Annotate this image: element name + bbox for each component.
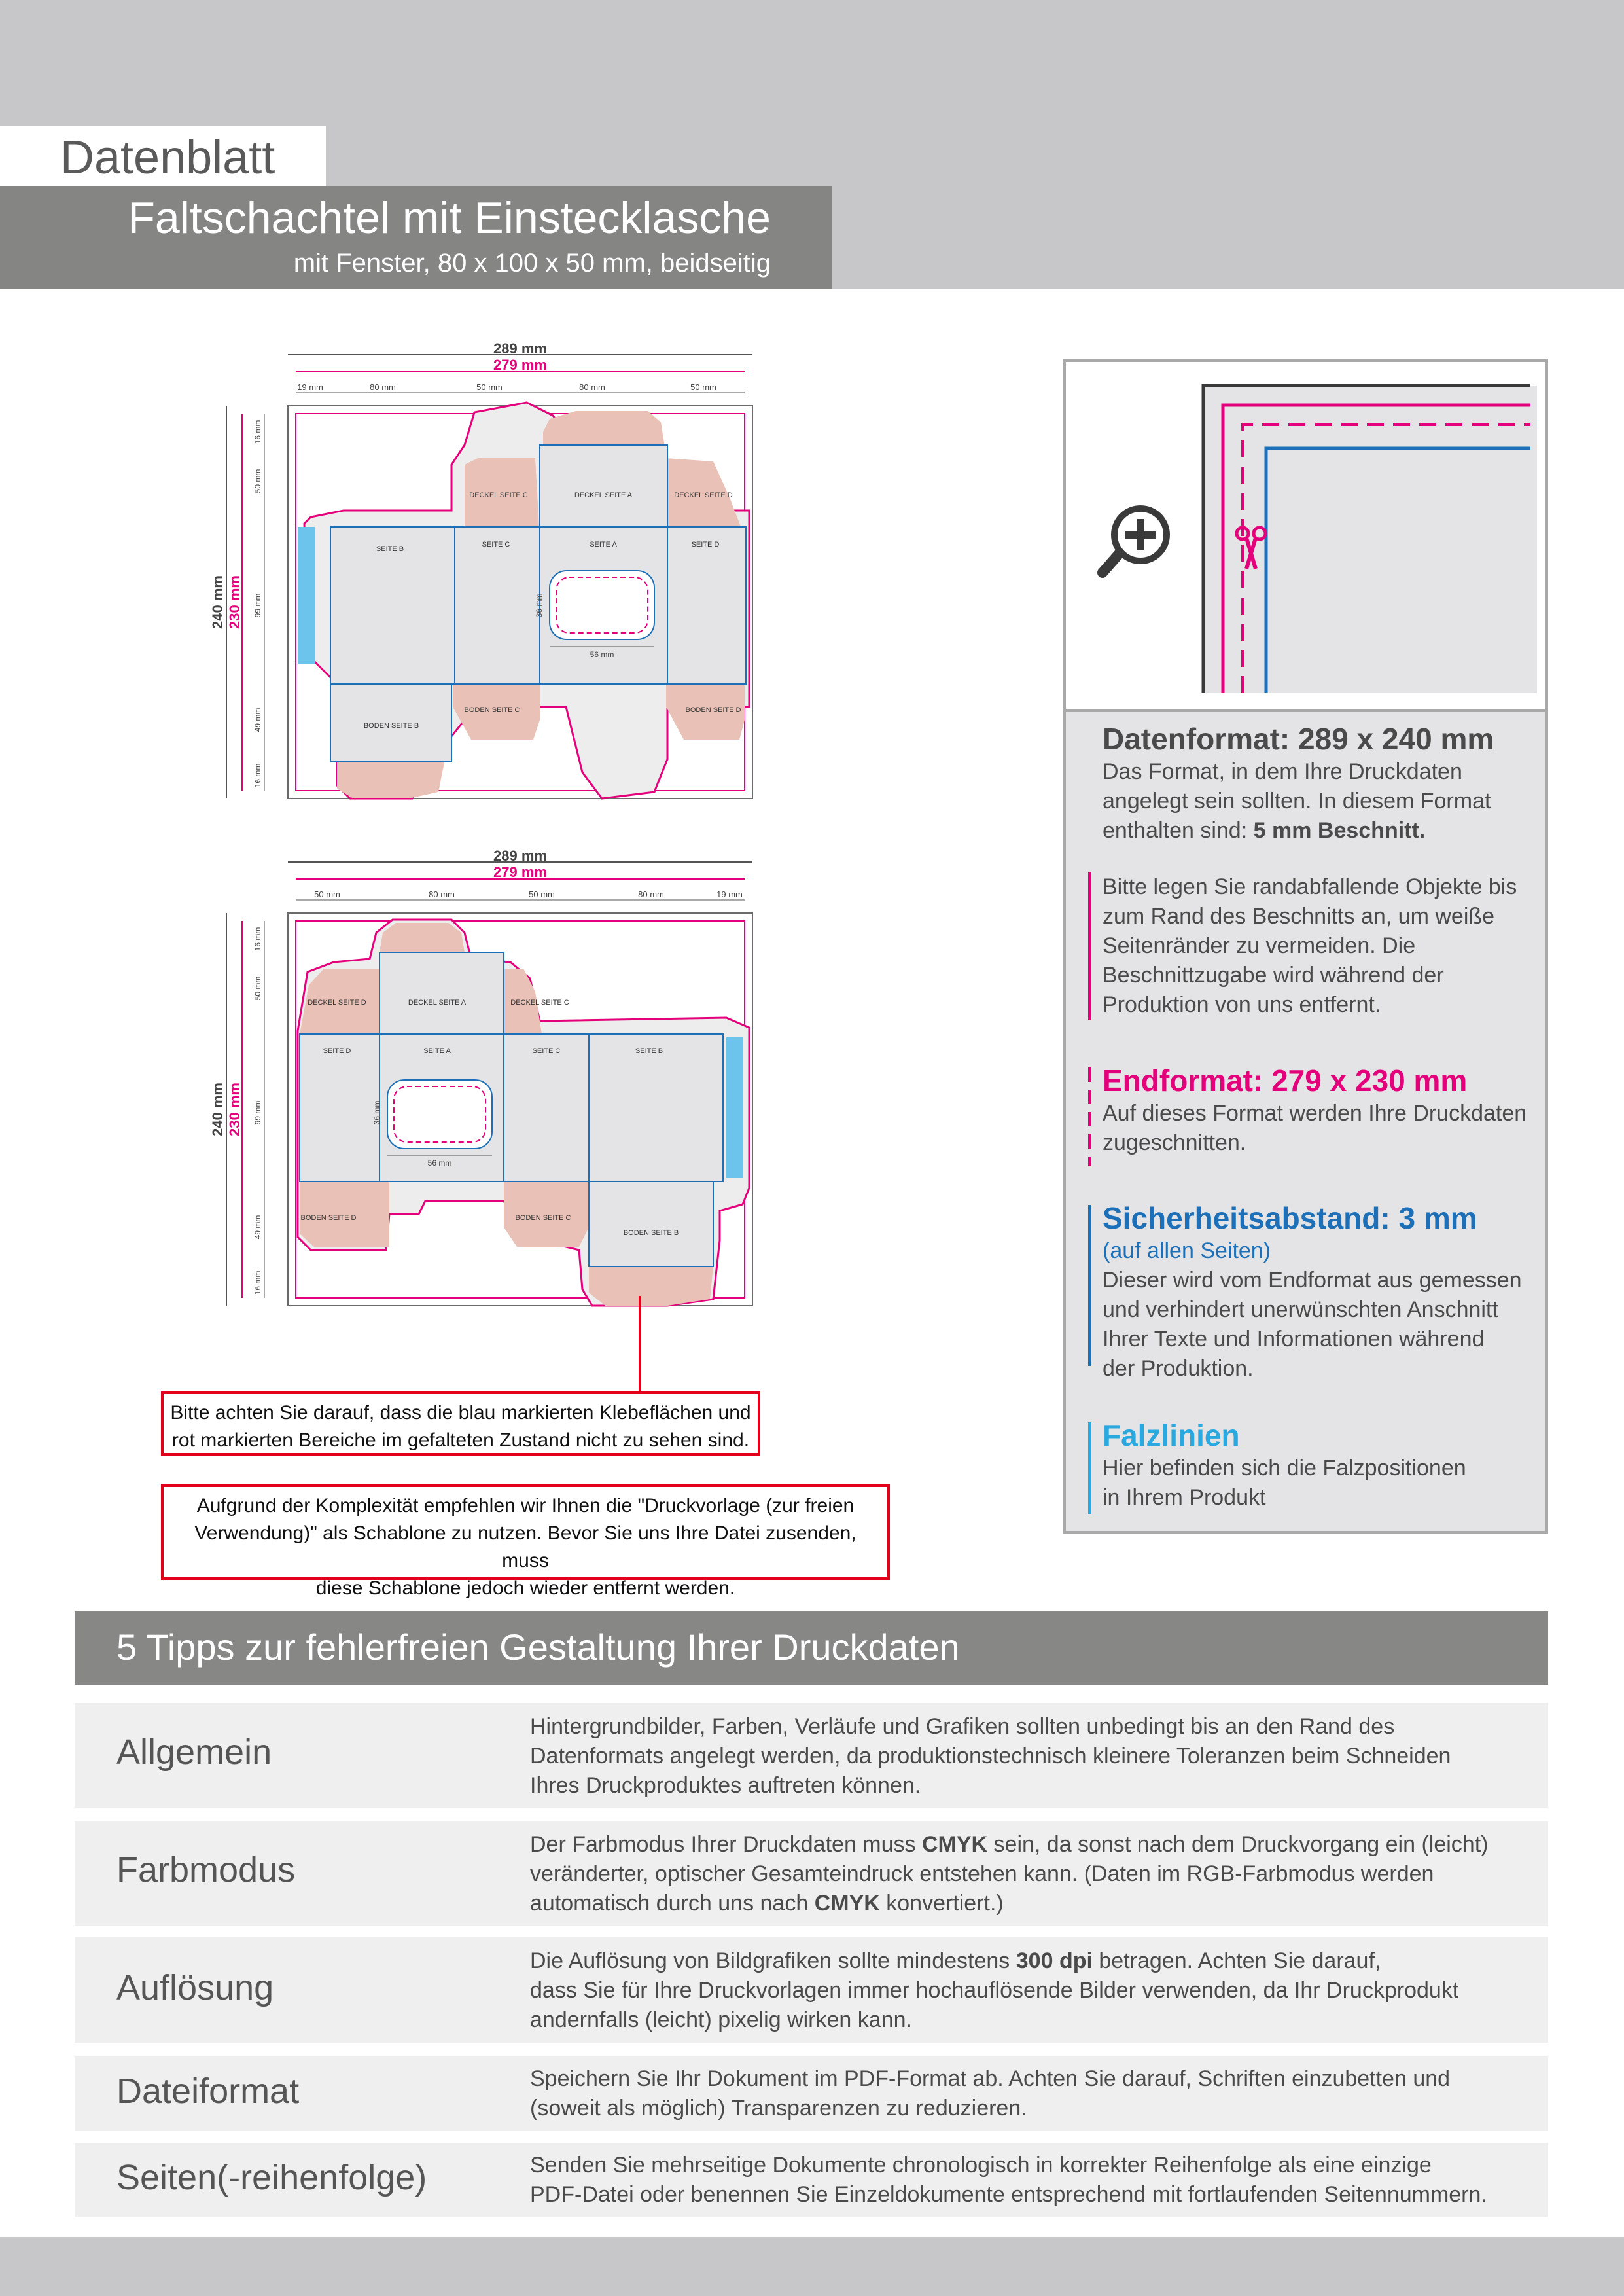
tip-label: Dateiformat	[116, 2072, 300, 2111]
section-sicherheitsabstand	[1103, 1200, 1534, 1384]
dim-top-1: 50 mm	[314, 889, 340, 899]
dim-top-5: 50 mm	[690, 382, 716, 392]
tip-label: Seiten(-reihenfolge)	[116, 2158, 427, 2197]
window-cutout	[550, 571, 654, 639]
panel-seite-b	[589, 1034, 723, 1181]
dim-top-4: 80 mm	[638, 889, 664, 899]
glue-strip	[726, 1037, 743, 1178]
falz-line2: in Ihrem Produkt	[1103, 1485, 1266, 1510]
dim-inner-height: 230 mm	[226, 575, 243, 629]
tip-allgemein	[75, 1703, 1548, 1808]
beschnitt-line1: Bitte legen Sie randabfallende Objekte bis	[1103, 874, 1517, 899]
panel-deckel-a	[540, 445, 667, 527]
sicherheit-bar	[1088, 1205, 1091, 1366]
panel-boden-b	[589, 1181, 713, 1266]
tip-text: Speichern Sie Ihr Dokument im PDF-Format ab. Achten Sie darauf, Schriften einzubetten und (soweit als möglich) Transparenzen zu reduzieren.	[530, 2066, 1451, 2121]
note2-line3: diese Schablone jedoch wieder entfernt werden.	[315, 1577, 735, 1599]
dieline-diagram-1	[196, 340, 772, 812]
label-seite-c: SEITE C	[482, 541, 510, 548]
datenformat-line1: Das Format, in dem Ihre Druckdaten	[1103, 759, 1462, 784]
sicherheit-subtitle: (auf allen Seiten)	[1103, 1238, 1271, 1263]
tip-label: Auflösung	[116, 1968, 274, 2007]
datenformat-line2: angelegt sein sollten. In diesem Format	[1103, 789, 1491, 814]
dim-outer-width: 289 mm	[493, 848, 547, 864]
scissors-icon	[1235, 526, 1267, 571]
label-deckel-d: DECKEL SEITE D	[308, 999, 366, 1007]
dim-inner-height: 230 mm	[226, 1083, 243, 1136]
tips-heading: 5 Tipps zur fehlerfreien Gestaltung Ihrer Druckdaten	[116, 1626, 960, 1668]
panel-seite-d	[667, 527, 746, 684]
panel-seite-d	[300, 1034, 380, 1181]
label-seite-c: SEITE C	[532, 1047, 561, 1055]
dim-left-5: 16 mm	[253, 1270, 262, 1295]
dim-left-2: 50 mm	[253, 469, 262, 493]
dim-top-2: 80 mm	[429, 889, 455, 899]
label-seite-b: SEITE B	[376, 545, 404, 553]
tip-aufloesung	[75, 1937, 1548, 2043]
dim-left-2: 50 mm	[253, 976, 262, 1001]
window-width: 56 mm	[427, 1158, 452, 1168]
sicherheit-line1: Dieser wird vom Endformat aus gemessen	[1103, 1268, 1522, 1293]
panel-deckel-a	[380, 952, 504, 1034]
flap-bottom-b	[337, 759, 445, 798]
note-glue-areas	[161, 1391, 760, 1456]
beschnitt-line2: zum Rand des Beschnitts an, um weiße	[1103, 904, 1495, 929]
page-subtitle: mit Fenster, 80 x 100 x 50 mm, beidseitig	[293, 249, 771, 278]
dim-outer-width: 289 mm	[493, 340, 547, 357]
zoom-plus-icon	[1095, 498, 1180, 583]
section-beschnitt	[1103, 872, 1534, 1020]
dim-left-1: 16 mm	[253, 927, 262, 952]
title-box	[0, 186, 832, 289]
dieline-diagram-2	[196, 848, 772, 1319]
label-boden-b: BODEN SEITE B	[363, 722, 419, 730]
tag-label: Datenblatt	[60, 132, 275, 184]
label-boden-c: BODEN SEITE C	[464, 706, 520, 714]
note-template	[161, 1484, 890, 1599]
tip-text: Die Auflösung von Bildgrafiken sollte mindestens 300 dpi betragen. Achten Sie darauf, dass Sie für Ihre Druckvorlagen immer hochauflösende Bilder verwenden, da Ihr Druckprodukt andernfalls (leicht) pixelig wirken kann.	[530, 1948, 1459, 2032]
sicherheit-line4: der Produktion.	[1103, 1356, 1254, 1381]
label-deckel-c: DECKEL SEITE C	[469, 492, 528, 499]
datenformat-title: Datenformat: 289 x 240 mm	[1103, 722, 1494, 756]
falz-line1: Hier befinden sich die Falzpositionen	[1103, 1456, 1466, 1480]
beschnitt-bar	[1088, 872, 1091, 1020]
tip-dateiformat	[75, 2056, 1548, 2131]
dim-top-2: 80 mm	[370, 382, 396, 392]
format-info-panel	[1063, 359, 1548, 1534]
tip-seitenreihenfolge	[75, 2143, 1548, 2217]
endformat-title: Endformat: 279 x 230 mm	[1103, 1064, 1468, 1098]
page-title: Faltschachtel mit Einstecklasche	[128, 193, 771, 243]
panel-seite-c	[504, 1034, 589, 1181]
endformat-line2: zugeschnitten.	[1103, 1130, 1246, 1155]
footer-band	[0, 2237, 1624, 2296]
dim-left-4: 49 mm	[253, 708, 262, 732]
label-seite-a: SEITE A	[423, 1047, 451, 1055]
label-boden-c: BODEN SEITE C	[515, 1214, 571, 1222]
tip-farbmodus	[75, 1821, 1548, 1926]
dim-top-3: 50 mm	[529, 889, 555, 899]
note-pointer	[639, 1296, 641, 1393]
tip-text: Der Farbmodus Ihrer Druckdaten muss CMYK sein, da sonst nach dem Druckvorgang ein (leicht) veränderter, optischer Gesamteindruck entstehen kann. (Daten im RGB-Farbmodus werden automatisch durch uns nach CMYK konvertiert.)	[530, 1832, 1489, 1916]
window-cutout	[387, 1080, 492, 1149]
label-deckel-a: DECKEL SEITE A	[574, 492, 633, 499]
falz-bar	[1088, 1422, 1091, 1514]
glue-strip	[298, 527, 315, 664]
label-boden-d: BODEN SEITE D	[685, 706, 741, 714]
label-seite-d: SEITE D	[691, 541, 720, 548]
label-boden-b: BODEN SEITE B	[623, 1229, 679, 1237]
dim-outer-height: 240 mm	[209, 575, 226, 629]
label-seite-a: SEITE A	[590, 541, 617, 548]
zoom-preview	[1066, 362, 1545, 712]
panel-seite-c	[455, 527, 540, 684]
section-falzlinien	[1103, 1417, 1534, 1513]
dim-inner-width: 279 mm	[493, 357, 547, 373]
dim-outer-height: 240 mm	[209, 1083, 226, 1136]
falz-title: Falzlinien	[1103, 1418, 1240, 1452]
section-endformat	[1103, 1062, 1534, 1158]
dim-top-4: 80 mm	[579, 382, 605, 392]
label-deckel-a: DECKEL SEITE A	[408, 999, 467, 1007]
endformat-bar	[1088, 1067, 1091, 1166]
dim-left-5: 16 mm	[253, 763, 262, 788]
datenformat-line3: enthalten sind: 5 mm Beschnitt.	[1103, 818, 1426, 843]
tips-header	[75, 1611, 1548, 1685]
note1-line2: rot markierten Bereiche im gefalteten Zustand nicht zu sehen sind.	[171, 1429, 750, 1451]
dim-top-3: 50 mm	[476, 382, 503, 392]
dim-left-3: 99 mm	[253, 1100, 262, 1125]
flap-bottom-b	[589, 1266, 713, 1306]
flap-top-a	[380, 923, 465, 952]
tip-text: Hintergrundbilder, Farben, Verläufe und Grafiken sollten unbedingt bis an den Rand des Datenformats angelegt werden, da produktionstechnisch kleinere Toleranzen beim Schneiden Ihres Druckproduktes auftreten können.	[530, 1714, 1451, 1798]
dim-top-1: 19 mm	[297, 382, 323, 392]
note1-line1: Bitte achten Sie darauf, dass die blau markierten Klebeflächen und	[170, 1402, 751, 1424]
sicherheit-line3: Ihrer Texte und Informationen während	[1103, 1327, 1485, 1352]
beschnitt-line4: Beschnittzugabe wird während der	[1103, 963, 1444, 988]
window-width: 56 mm	[590, 650, 614, 659]
dim-left-4: 49 mm	[253, 1215, 262, 1240]
dim-left-1: 16 mm	[253, 420, 262, 444]
label-deckel-c: DECKEL SEITE C	[510, 999, 569, 1007]
dim-inner-width: 279 mm	[493, 864, 547, 880]
section-datenformat	[1103, 721, 1534, 846]
note2-line2: Verwendung)" als Schablone zu nutzen. Bevor Sie uns Ihre Datei zusenden, muss	[194, 1522, 856, 1571]
sicherheit-title: Sicherheitsabstand: 3 mm	[1103, 1201, 1477, 1235]
label-seite-b: SEITE B	[635, 1047, 663, 1055]
note2-line1: Aufgrund der Komplexität empfehlen wir Ihnen die "Druckvorlage (zur freien	[196, 1495, 855, 1516]
endformat-line1: Auf dieses Format werden Ihre Druckdaten	[1103, 1101, 1527, 1126]
beschnitt-line3: Seitenränder zu vermeiden. Die	[1103, 933, 1416, 958]
datenblatt-tag	[0, 126, 326, 186]
window-height: 36 mm	[372, 1100, 381, 1125]
window-height: 36 mm	[535, 593, 544, 618]
tip-text: Senden Sie mehrseitige Dokumente chronologisch in korrekter Reihenfolge als eine einzige PDF-Datei oder benennen Sie Einzeldokumente entsprechend mit fortlaufenden Seitennummern.	[530, 2153, 1487, 2207]
label-boden-d: BODEN SEITE D	[300, 1214, 357, 1222]
dim-left-3: 99 mm	[253, 593, 262, 618]
sicherheit-line2: und verhindert unerwünschten Anschnitt	[1103, 1297, 1498, 1322]
label-deckel-d: DECKEL SEITE D	[674, 492, 733, 499]
label-seite-d: SEITE D	[323, 1047, 351, 1055]
tip-label: Farbmodus	[116, 1850, 296, 1890]
beschnitt-line5: Produktion von uns entfernt.	[1103, 992, 1381, 1017]
tip-label: Allgemein	[116, 1732, 272, 1772]
dim-top-5: 19 mm	[716, 889, 743, 899]
